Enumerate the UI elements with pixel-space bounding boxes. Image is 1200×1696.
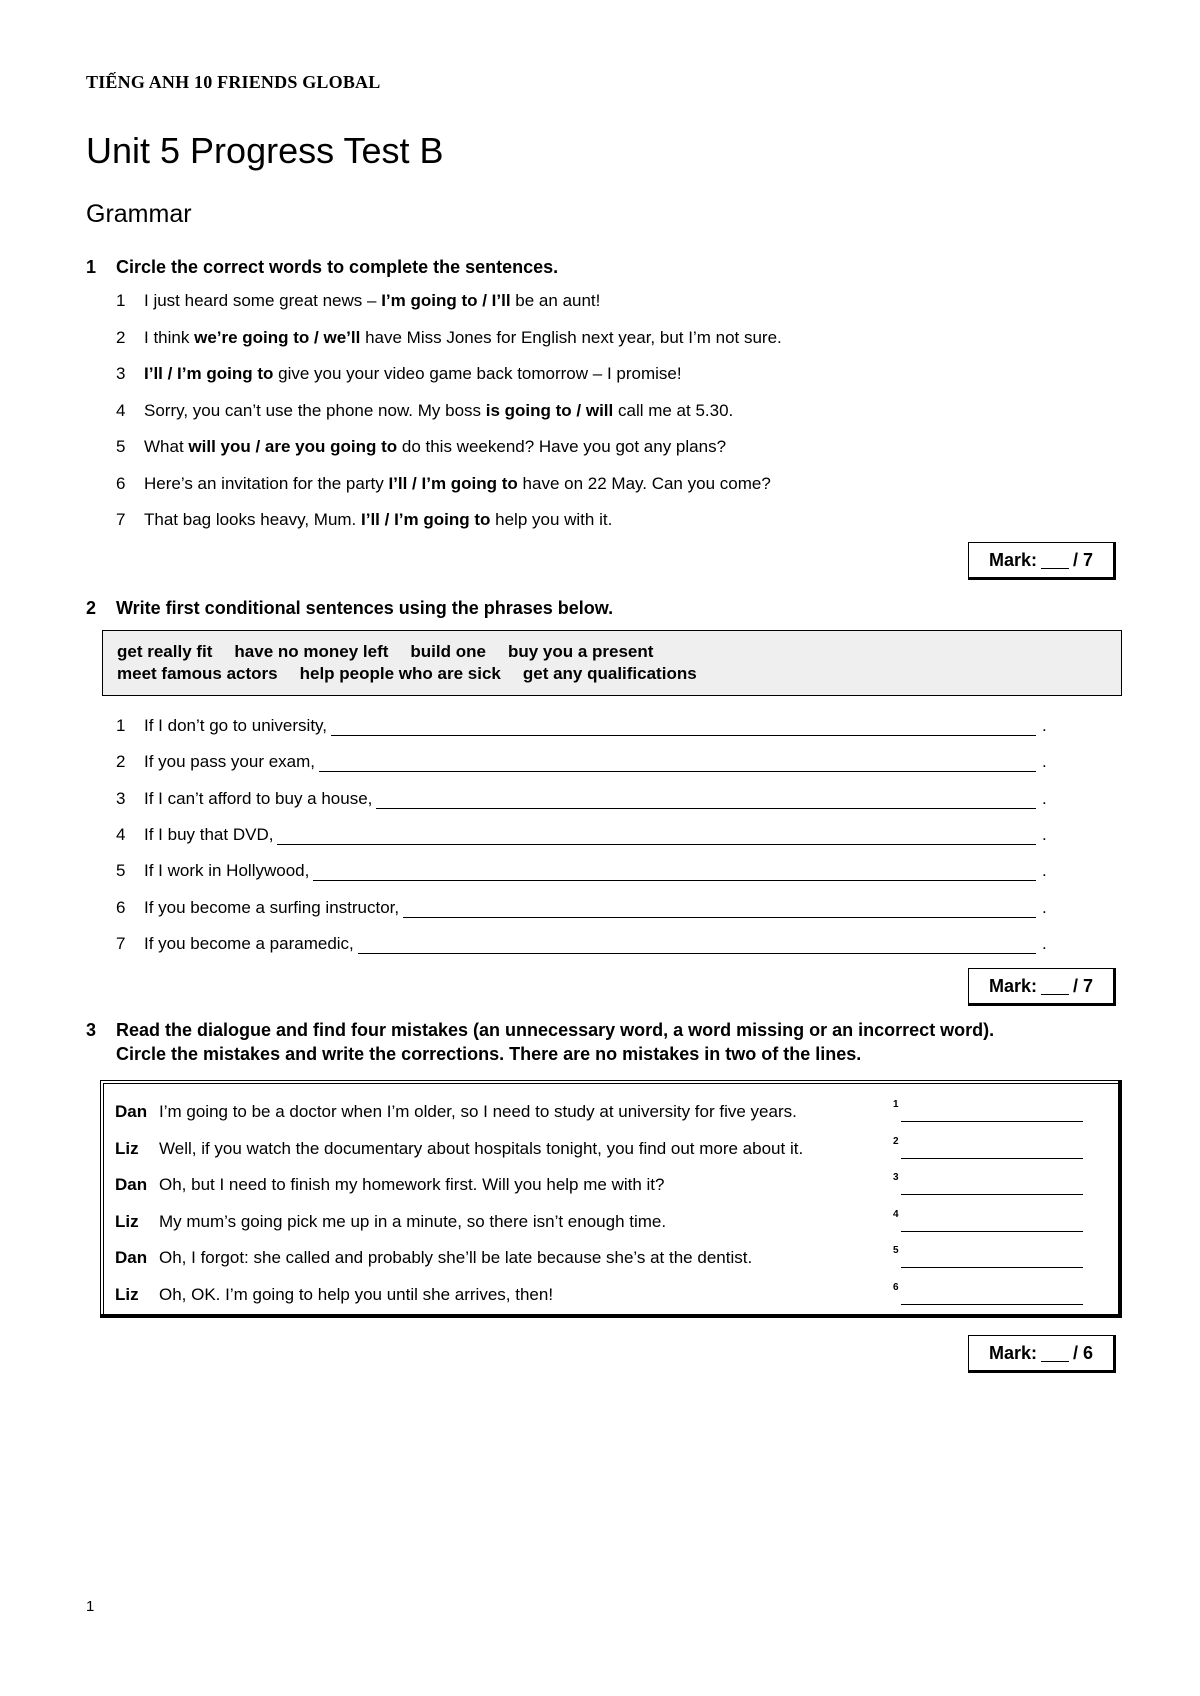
exercise-number: 1	[86, 257, 97, 277]
speaker-name: Liz	[115, 1138, 139, 1158]
correction-number: 5	[893, 1245, 899, 1256]
mark-blank	[1041, 978, 1069, 995]
phrase-box	[102, 630, 1122, 696]
phrase-row	[117, 642, 675, 662]
phrase: build one	[410, 642, 486, 661]
item-number: 1	[116, 716, 126, 735]
item-text-before: I just heard some great news –	[144, 291, 382, 310]
line-end-period: .	[1042, 824, 1047, 844]
word-choice-option[interactable]: we’re going to / we’ll	[194, 327, 361, 347]
dialogue-text: I’m going to be a doctor when I’m older, so I need to study at university for five years.	[159, 1102, 797, 1121]
item-number: 2	[116, 752, 126, 772]
answer-line[interactable]	[331, 735, 1036, 736]
dialogue-text: Oh, I forgot: she called and probably she’ll be late because she’s at the dentist.	[159, 1248, 753, 1267]
item-number: 3	[116, 364, 126, 383]
mark-blank	[1041, 552, 1069, 569]
item-text-after: give you your video game back tomorrow – I promise!	[273, 364, 682, 383]
item-text	[144, 473, 771, 495]
item-text	[144, 509, 612, 531]
item-number: 5	[116, 861, 126, 881]
exercise-instruction: Read the dialogue and find four mistakes (an unnecessary word, a word missing or an incorrect word).	[116, 1020, 995, 1040]
exercise-3-mark-box[interactable]	[968, 1335, 1116, 1373]
item-text-after: have on 22 May. Can you come?	[517, 473, 771, 493]
line-end-period: .	[1042, 897, 1047, 917]
mark-total: / 6	[1073, 1342, 1094, 1363]
correction-number: 2	[893, 1135, 899, 1147]
correction-line[interactable]	[893, 1208, 1083, 1233]
line-end-period: .	[1042, 933, 1047, 953]
speaker-name: Dan	[115, 1175, 148, 1194]
correction-line[interactable]	[893, 1281, 1083, 1306]
item-prompt: If I can’t afford to buy a house,	[144, 788, 373, 808]
item-text-after: help you with it.	[490, 510, 613, 529]
word-choice-option[interactable]: I’ll / I’m going to	[388, 473, 518, 493]
item-prompt: If you become a paramedic,	[144, 933, 354, 953]
exercise-1-mark-box[interactable]	[968, 542, 1116, 580]
exercise-number: 3	[86, 1020, 97, 1040]
line-end-period: .	[1042, 716, 1047, 735]
item-number: 7	[116, 510, 126, 529]
dialogue-text: My mum’s going pick me up in a minute, so there isn’t enough time.	[159, 1211, 667, 1231]
item-prompt: If you become a surfing instructor,	[144, 897, 400, 917]
correction-underline	[901, 1121, 1083, 1122]
correction-underline	[901, 1158, 1083, 1159]
phrase-row	[117, 664, 719, 684]
item-text	[144, 290, 600, 312]
book-title: TIẾNG ANH 10 FRIENDS GLOBAL	[86, 72, 381, 92]
speaker-name: Dan	[115, 1102, 148, 1121]
item-text-after: have Miss Jones for English next year, but I’m not sure.	[360, 327, 782, 347]
correction-number: 1	[893, 1099, 899, 1110]
word-choice-option[interactable]: I’ll / I’m going to	[144, 364, 274, 383]
item-text-after: do this weekend? Have you got any plans?	[397, 437, 727, 456]
correction-line[interactable]	[893, 1174, 1083, 1196]
item-number: 7	[116, 933, 126, 953]
answer-line[interactable]	[277, 844, 1036, 845]
item-prompt: If I don’t go to university,	[144, 716, 327, 735]
dialogue-text: Well, if you watch the documentary about hospitals tonight, you find out more about it.	[159, 1138, 804, 1158]
item-number: 6	[116, 897, 126, 917]
speaker-name: Liz	[115, 1211, 139, 1231]
item-prompt: If I work in Hollywood,	[144, 861, 310, 881]
item-prompt: If I buy that DVD,	[144, 824, 274, 844]
correction-line[interactable]	[893, 1101, 1083, 1123]
word-choice-option[interactable]: I’m going to / I’ll	[381, 291, 511, 310]
correction-number: 3	[893, 1172, 899, 1183]
exercise-instruction: Circle the mistakes and write the corrections. There are no mistakes in two of the lines.	[116, 1044, 862, 1064]
mark-label: Mark:	[988, 549, 1037, 570]
correction-number: 4	[893, 1208, 899, 1220]
word-choice-option[interactable]: I’ll / I’m going to	[361, 510, 491, 529]
item-text-before: I think	[144, 327, 195, 347]
item-text-after: be an aunt!	[510, 291, 601, 310]
line-end-period: .	[1042, 752, 1047, 772]
section-title: Grammar	[86, 200, 192, 228]
answer-line[interactable]	[403, 917, 1036, 918]
correction-underline	[901, 1304, 1083, 1305]
item-number: 4	[116, 400, 126, 420]
correction-underline	[901, 1267, 1083, 1268]
mark-label: Mark:	[988, 1342, 1037, 1363]
phrase: get any qualifications	[522, 664, 697, 683]
answer-line[interactable]	[319, 771, 1036, 772]
phrase: get really fit	[117, 642, 213, 661]
speaker-name: Liz	[115, 1284, 139, 1304]
dialogue-text: Oh, but I need to finish my homework first. Will you help me with it?	[159, 1175, 665, 1194]
item-number: 6	[116, 473, 126, 493]
item-number: 2	[116, 327, 126, 347]
item-text-before: What	[144, 437, 189, 456]
word-choice-option[interactable]: is going to / will	[485, 400, 614, 420]
correction-line[interactable]	[893, 1247, 1083, 1269]
item-number: 3	[116, 788, 126, 808]
phrase: meet famous actors	[117, 664, 278, 683]
word-choice-option[interactable]: will you / are you going to	[188, 437, 398, 456]
line-end-period: .	[1042, 788, 1047, 808]
item-text-after: call me at 5.30.	[613, 400, 734, 420]
exercise-2-mark-box[interactable]	[968, 968, 1116, 1006]
item-text	[144, 327, 782, 349]
page-number: 1	[86, 1598, 95, 1615]
item-prompt: If you pass your exam,	[144, 752, 316, 772]
mark-total: / 7	[1073, 549, 1094, 570]
exercise-number: 2	[86, 598, 97, 618]
item-number: 1	[116, 291, 126, 310]
item-text	[144, 400, 733, 422]
unit-title: Unit 5 Progress Test B	[86, 130, 444, 171]
answer-line[interactable]	[358, 953, 1036, 954]
item-text-before: Here’s an invitation for the party	[144, 473, 389, 493]
exercise-instruction: Circle the correct words to complete the sentences.	[116, 257, 559, 277]
item-number: 5	[116, 437, 126, 456]
dialogue-box	[100, 1080, 1122, 1318]
dialogue-text: Oh, OK. I’m going to help you until she arrives, then!	[159, 1284, 554, 1304]
correction-underline	[901, 1194, 1083, 1195]
correction-underline	[901, 1231, 1083, 1232]
line-end-period: .	[1042, 861, 1047, 881]
answer-line[interactable]	[313, 880, 1036, 881]
answer-line[interactable]	[376, 808, 1036, 809]
correction-line[interactable]	[893, 1135, 1083, 1160]
exercise-instruction: Write first conditional sentences using the phrases below.	[116, 598, 614, 618]
speaker-name: Dan	[115, 1248, 148, 1267]
item-text	[144, 363, 682, 385]
item-text	[144, 436, 726, 458]
phrase: buy you a present	[507, 642, 654, 661]
mark-total: / 7	[1073, 975, 1094, 996]
mark-label: Mark:	[988, 975, 1037, 996]
phrase: have no money left	[234, 642, 389, 661]
item-text-before: Sorry, you can’t use the phone now. My boss	[144, 400, 486, 420]
item-text-before: That bag looks heavy, Mum.	[144, 510, 362, 529]
mark-blank	[1041, 1345, 1069, 1362]
phrase: help people who are sick	[299, 664, 501, 683]
correction-number: 6	[893, 1281, 899, 1293]
item-number: 4	[116, 824, 126, 844]
